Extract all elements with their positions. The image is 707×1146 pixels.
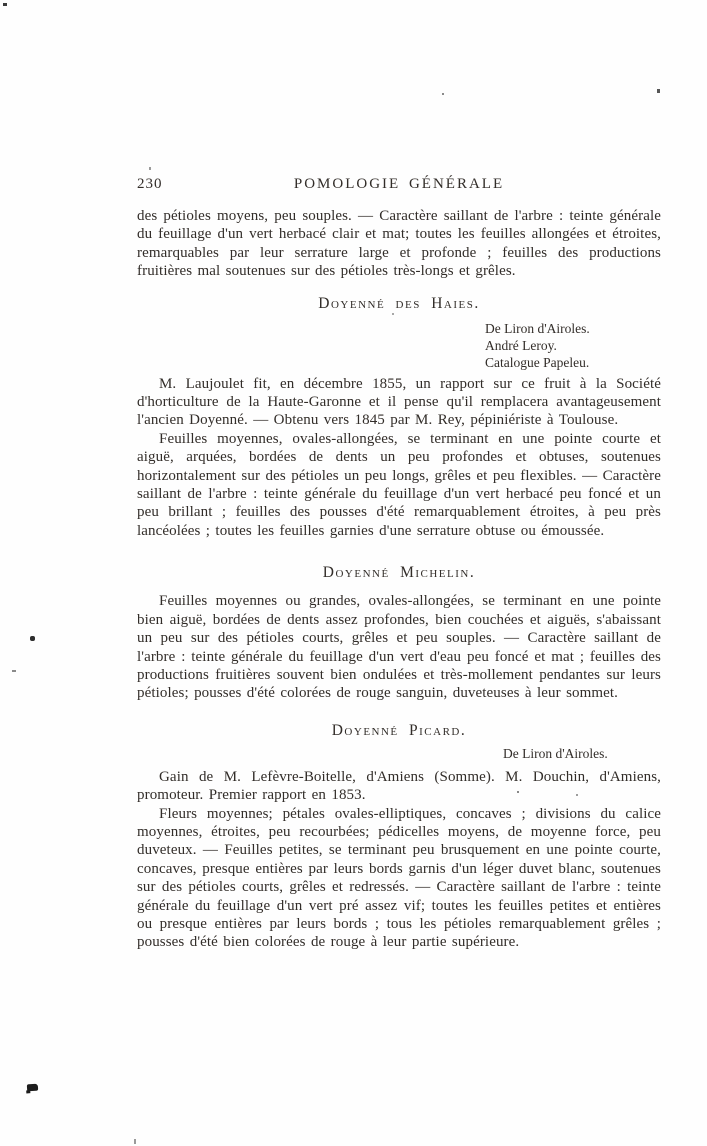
attribution-list-haies <box>485 320 661 371</box>
page-content <box>137 176 661 952</box>
ink-blot <box>27 1084 38 1092</box>
section-heading-doyenne-picard: Doyenné Picard. <box>331 721 467 739</box>
ink-speck <box>657 89 660 93</box>
section-heading-doyenne-michelin: Doyenné Michelin. <box>322 564 476 582</box>
ink-speck <box>442 93 444 95</box>
attribution-list-picard <box>503 745 661 762</box>
ink-blot <box>30 636 35 641</box>
paragraph-picard-origin: Gain de M. Lefèvre-Boitelle, d'Amiens (Somme). M. Douchin, d'Amiens, promoteur. Premier rapport en 1853. <box>137 768 661 804</box>
section-heading-doyenne-des-haies: Doyenné des Haies. <box>318 294 480 312</box>
page-number: 230 <box>137 176 163 192</box>
attribution-line: Catalogue Papeleu. <box>485 354 590 370</box>
page-header <box>137 176 661 194</box>
paragraph-petioles-continuation: des pétioles moyens, peu souples. — Caractère saillant de l'arbre : teinte générale du feuillage d'un vert herbacé clair et mat; toutes les feuilles allongées et étroites, remarquables par leur serrature large et profonde ; feuilles des productions fruitières mal soutenues sur des pétioles très-longs et grêles. <box>137 208 661 280</box>
attribution-line: De Liron d'Airoles. <box>503 745 608 761</box>
attribution-line: De Liron d'Airoles. <box>485 320 590 336</box>
paragraph-haies-history: M. Laujoulet fit, en décembre 1855, un rapport sur ce fruit à la Société d'horticulture de la Haute-Garonne et il pense qu'il remplacera avantageusement l'ancien Doyenné. — Obtenu vers 1845 par M. Rey, pépiniériste à Toulouse. <box>137 375 661 429</box>
attribution-line: André Leroy. <box>485 337 557 353</box>
paragraph-haies-description: Feuilles moyennes, ovales-allongées, se terminant en une pointe courte et aiguë, arquées, bordées de dents un peu profondes et obtuses, soutenues horizontalement sur des pétioles un peu longs, grêles et peu flexibles. — Caractère saillant de l'arbre : teinte générale du feuillage d'un vert herbacé peu foncé et un peu brillant ; feuilles des pousses d'été remarquablement étroites, à peu près lancéolées ; toutes les feuilles garnies d'une serrature obtuse ou émoussée. <box>137 430 661 539</box>
ink-speck <box>134 1139 136 1144</box>
ink-speck <box>12 670 16 672</box>
ink-speck <box>149 167 151 170</box>
running-title: POMOLOGIE GÉNÉRALE <box>293 176 505 192</box>
paragraph-michelin-description: Feuilles moyennes ou grandes, ovales-allongées, se terminant en une pointe bien aiguë, bordées de dents assez profondes, bien couchées et aiguës, s'abaissant un peu sur des pétioles courts, grêles et peu souples. — Caractère saillant de l'arbre : teinte générale du feuillage d'un vert d'eau peu foncé et mat ; feuilles des productions fruitières souvent bien ondulées et très-mollement pendantes sur leurs pétioles; pousses d'été colorées de rouge sanguin, duveteuses à leur sommet. <box>137 593 661 702</box>
paragraph-picard-description: Fleurs moyennes; pétales ovales-elliptiques, concaves ; divisions du calice moyennes, étroites, peu recourbées; pédicelles moyens, de moyenne force, peu duveteux. — Feuilles petites, se terminant peu brusquement en une pointe courte, concaves, presque entières par leurs bords garnis d'un léger duvet blanc, soutenues sur des pétioles courts, grêles et redressés. — Caractère saillant de l'arbre : teinte générale du feuillage d'un vert pré assez vif; toutes les feuilles petites et entières ou presque entières par leurs bords ; tous les pétioles remarquablement grêles ; pousses d'été bien colorées de rouge à leur partie supérieure. <box>137 805 661 951</box>
ink-speck <box>3 3 7 6</box>
